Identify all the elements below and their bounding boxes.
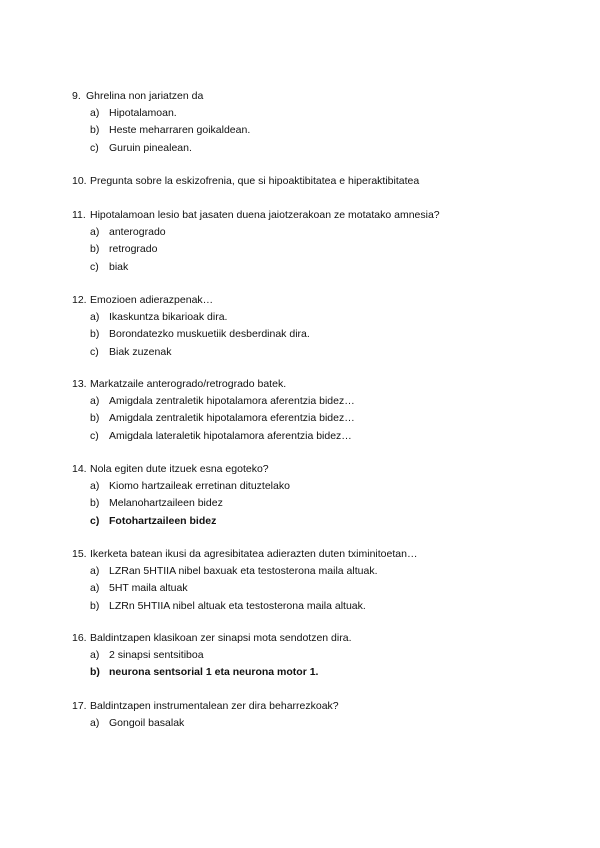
option <box>90 344 552 361</box>
option-text: Gongoil basalak <box>109 717 185 729</box>
option-text: Amigdala zentraletik hipotalamora aferentzia bidez… <box>109 395 355 407</box>
option-letter: a) <box>90 582 100 595</box>
option <box>90 105 552 122</box>
option <box>90 326 552 343</box>
question-number: 10. <box>72 175 87 187</box>
option-letter: a) <box>90 311 100 323</box>
option-letter: a) <box>90 565 100 577</box>
option-letter: a) <box>90 649 100 661</box>
option-text: Amigdala zentraletik hipotalamora eferentzia bidez… <box>109 412 355 425</box>
option-text: Ikaskuntza bikarioak dira. <box>109 311 228 323</box>
question-number: 17. <box>72 700 87 712</box>
question-text: Ghrelina non jariatzen da <box>86 90 204 102</box>
option-letter: c) <box>90 345 99 358</box>
question-number: 9. <box>72 90 81 102</box>
option-letter: a) <box>90 107 100 119</box>
option-text: Borondatezko muskuetiik desberdinak dira. <box>109 328 310 341</box>
question-text: Nola egiten dute itzuek esna egoteko? <box>90 463 269 475</box>
option-letter: c) <box>90 429 99 442</box>
question-text: Pregunta sobre la eskizofrenia, que si hipoaktibitatea e hiperaktibitatea <box>90 175 420 187</box>
question-text: Hipotalamoan lesio bat jasaten duena jaiotzerakoan ze motatako amnesia? <box>90 209 440 221</box>
option-text: neurona sentsorial 1 eta neurona motor 1. <box>109 666 319 679</box>
option-text: Guruin pinealean. <box>109 141 192 154</box>
option <box>90 563 552 580</box>
option-letter: b) <box>90 243 100 256</box>
option-letter: b) <box>90 124 100 137</box>
option <box>90 224 552 241</box>
question-12 <box>72 292 552 361</box>
option <box>90 140 552 157</box>
question-13 <box>72 376 552 445</box>
option-text: Amigdala lateraletik hipotalamora aferentzia bidez… <box>109 429 352 442</box>
option-letter: b) <box>90 328 100 341</box>
option-text: LZRan 5HTIIA nibel baxuak eta testosterona maila altuak. <box>109 565 378 577</box>
question-15 <box>72 546 552 615</box>
option <box>90 241 552 258</box>
question-text: Baldintzapen klasikoan zer sinapsi mota sendotzen dira. <box>90 632 352 644</box>
question-14 <box>72 461 552 530</box>
option <box>90 580 552 597</box>
option-text: 2 sinapsi sentsitiboa <box>109 649 204 661</box>
option-letter: a) <box>90 395 100 407</box>
option-letter: b) <box>90 497 100 510</box>
option-letter: b) <box>90 666 100 679</box>
option-letter: a) <box>90 717 100 729</box>
question-16 <box>72 630 552 682</box>
option <box>90 122 552 139</box>
option <box>90 410 552 427</box>
option-text: Melanohartzaileen bidez <box>109 497 223 510</box>
option-correct <box>90 513 552 530</box>
question-11 <box>72 207 552 276</box>
option <box>90 259 552 276</box>
option <box>90 428 552 445</box>
option <box>90 393 552 410</box>
option-letter: a) <box>90 480 100 492</box>
question-17 <box>72 698 552 732</box>
option-letter: b) <box>90 599 100 612</box>
question-number: 11. <box>72 209 86 221</box>
question-number: 15. <box>72 548 87 560</box>
option-text: biak <box>109 260 129 273</box>
option <box>90 715 552 732</box>
option-text: anterogrado <box>109 226 166 238</box>
option-text: retrogrado <box>109 243 158 256</box>
question-number: 13. <box>72 378 87 390</box>
question-number: 14. <box>72 463 87 475</box>
question-text: Ikerketa batean ikusi da agresibitatea adierazten duten tximinitoetan… <box>90 548 418 560</box>
question-text: Baldintzapen instrumentalean zer dira beharrezkoak? <box>90 700 339 712</box>
question-10 <box>72 173 552 190</box>
question-number: 16. <box>72 632 87 644</box>
option-text: Hipotalamoan. <box>109 107 177 119</box>
option <box>90 647 552 664</box>
option-letter: c) <box>90 141 99 154</box>
option <box>90 309 552 326</box>
option-text: Kiomo hartzaileak erretinan dituztelako <box>109 480 290 492</box>
option-letter: b) <box>90 412 100 425</box>
question-9 <box>72 88 552 157</box>
option-letter: c) <box>90 260 99 273</box>
option-letter: c) <box>90 514 100 527</box>
option-text: Heste meharraren goikaldean. <box>109 124 251 137</box>
question-number: 12. <box>72 294 87 306</box>
question-text: Markatzaile anterogrado/retrogrado batek. <box>90 378 287 390</box>
option <box>90 598 552 615</box>
option-text: Fotohartzaileen bidez <box>109 514 217 527</box>
option-text: LZRn 5HTIIA nibel altuak eta testosterona maila altuak. <box>109 599 366 612</box>
option <box>90 495 552 512</box>
question-text: Emozioen adierazpenak… <box>90 294 214 306</box>
option-text: 5HT maila altuak <box>109 582 188 595</box>
option-text: Biak zuzenak <box>109 345 172 358</box>
option <box>90 478 552 495</box>
option-correct <box>90 664 552 681</box>
option-letter: a) <box>90 226 100 238</box>
